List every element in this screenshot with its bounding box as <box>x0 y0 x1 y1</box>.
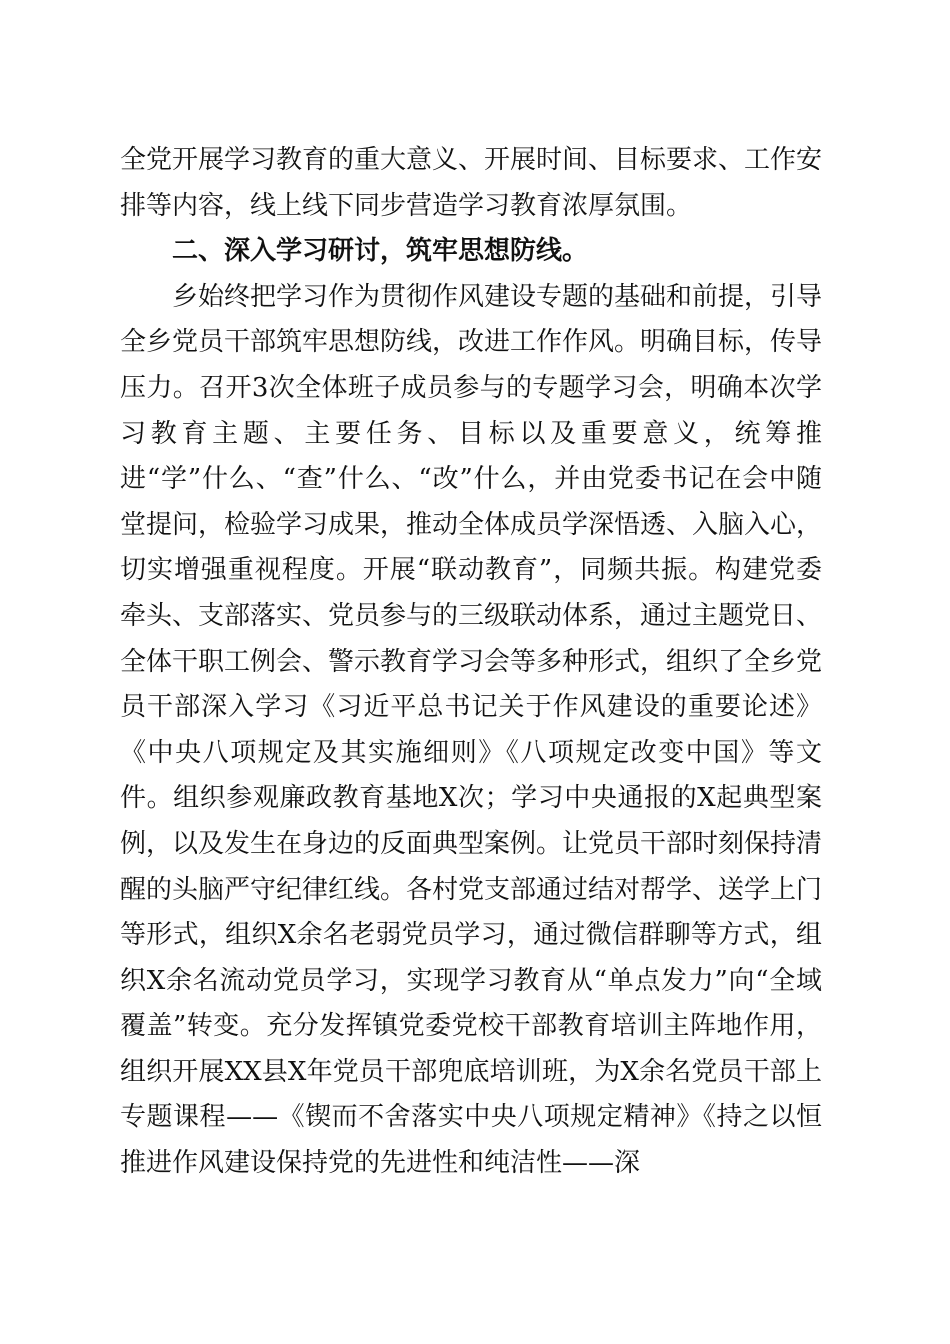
body-paragraph: 乡始终把学习作为贯彻作风建设专题的基础和前提，引导全乡党员干部筑牢思想防线，改进工作作风。明确目标，传导压力。召开3次全体班子成员参与的专题学习会，明确本次学习教育主题、主要任务、目标以及重要意义，统筹推进“学”什么、“查”什么、“改”什么，并由党委书记在会中随堂提问，检验学习成果，推动全体成员学深悟透、入脑入心，切实增强重视程度。开展“联动教育”，同频共振。构建党委牵头、支部落实、党员参与的三级联动体系，通过主题党日、全体干职工例会、警示教育学习会等多种形式，组织了全乡党员干部深入学习《习近平总书记关于作风建设的重要论述》《中央八项规定及其实施细则》《八项规定改变中国》等文件。组织参观廉政教育基地X次；学习中央通报的X起典型案例，以及发生在身边的反面典型案例。让党员干部时刻保持清醒的头脑严守纪律红线。各村党支部通过结对帮学、送学上门等形式，组织X余名老弱党员学习，通过微信群聊等方式，组织X余名流动党员学习，实现学习教育从“单点发力”向“全域覆盖”转变。充分发挥镇党委党校干部教育培训主阵地作用，组织开展XX县X年党员干部兜底培训班，为X余名党员干部上专题课程——《锲而不舍落实中央八项规定精神》《持之以恒推进作风建设保持党的先进性和纯洁性——深 <box>120 281 823 1179</box>
section-heading: 二、深入学习研讨，筑牢思想防线。 <box>172 236 589 267</box>
document-body <box>120 138 822 1187</box>
continuation-paragraph: 全党开展学习教育的重大意义、开展时间、目标要求、工作安排等内容，线上线下同步营造学习教育浓厚氛围。 <box>120 145 823 221</box>
